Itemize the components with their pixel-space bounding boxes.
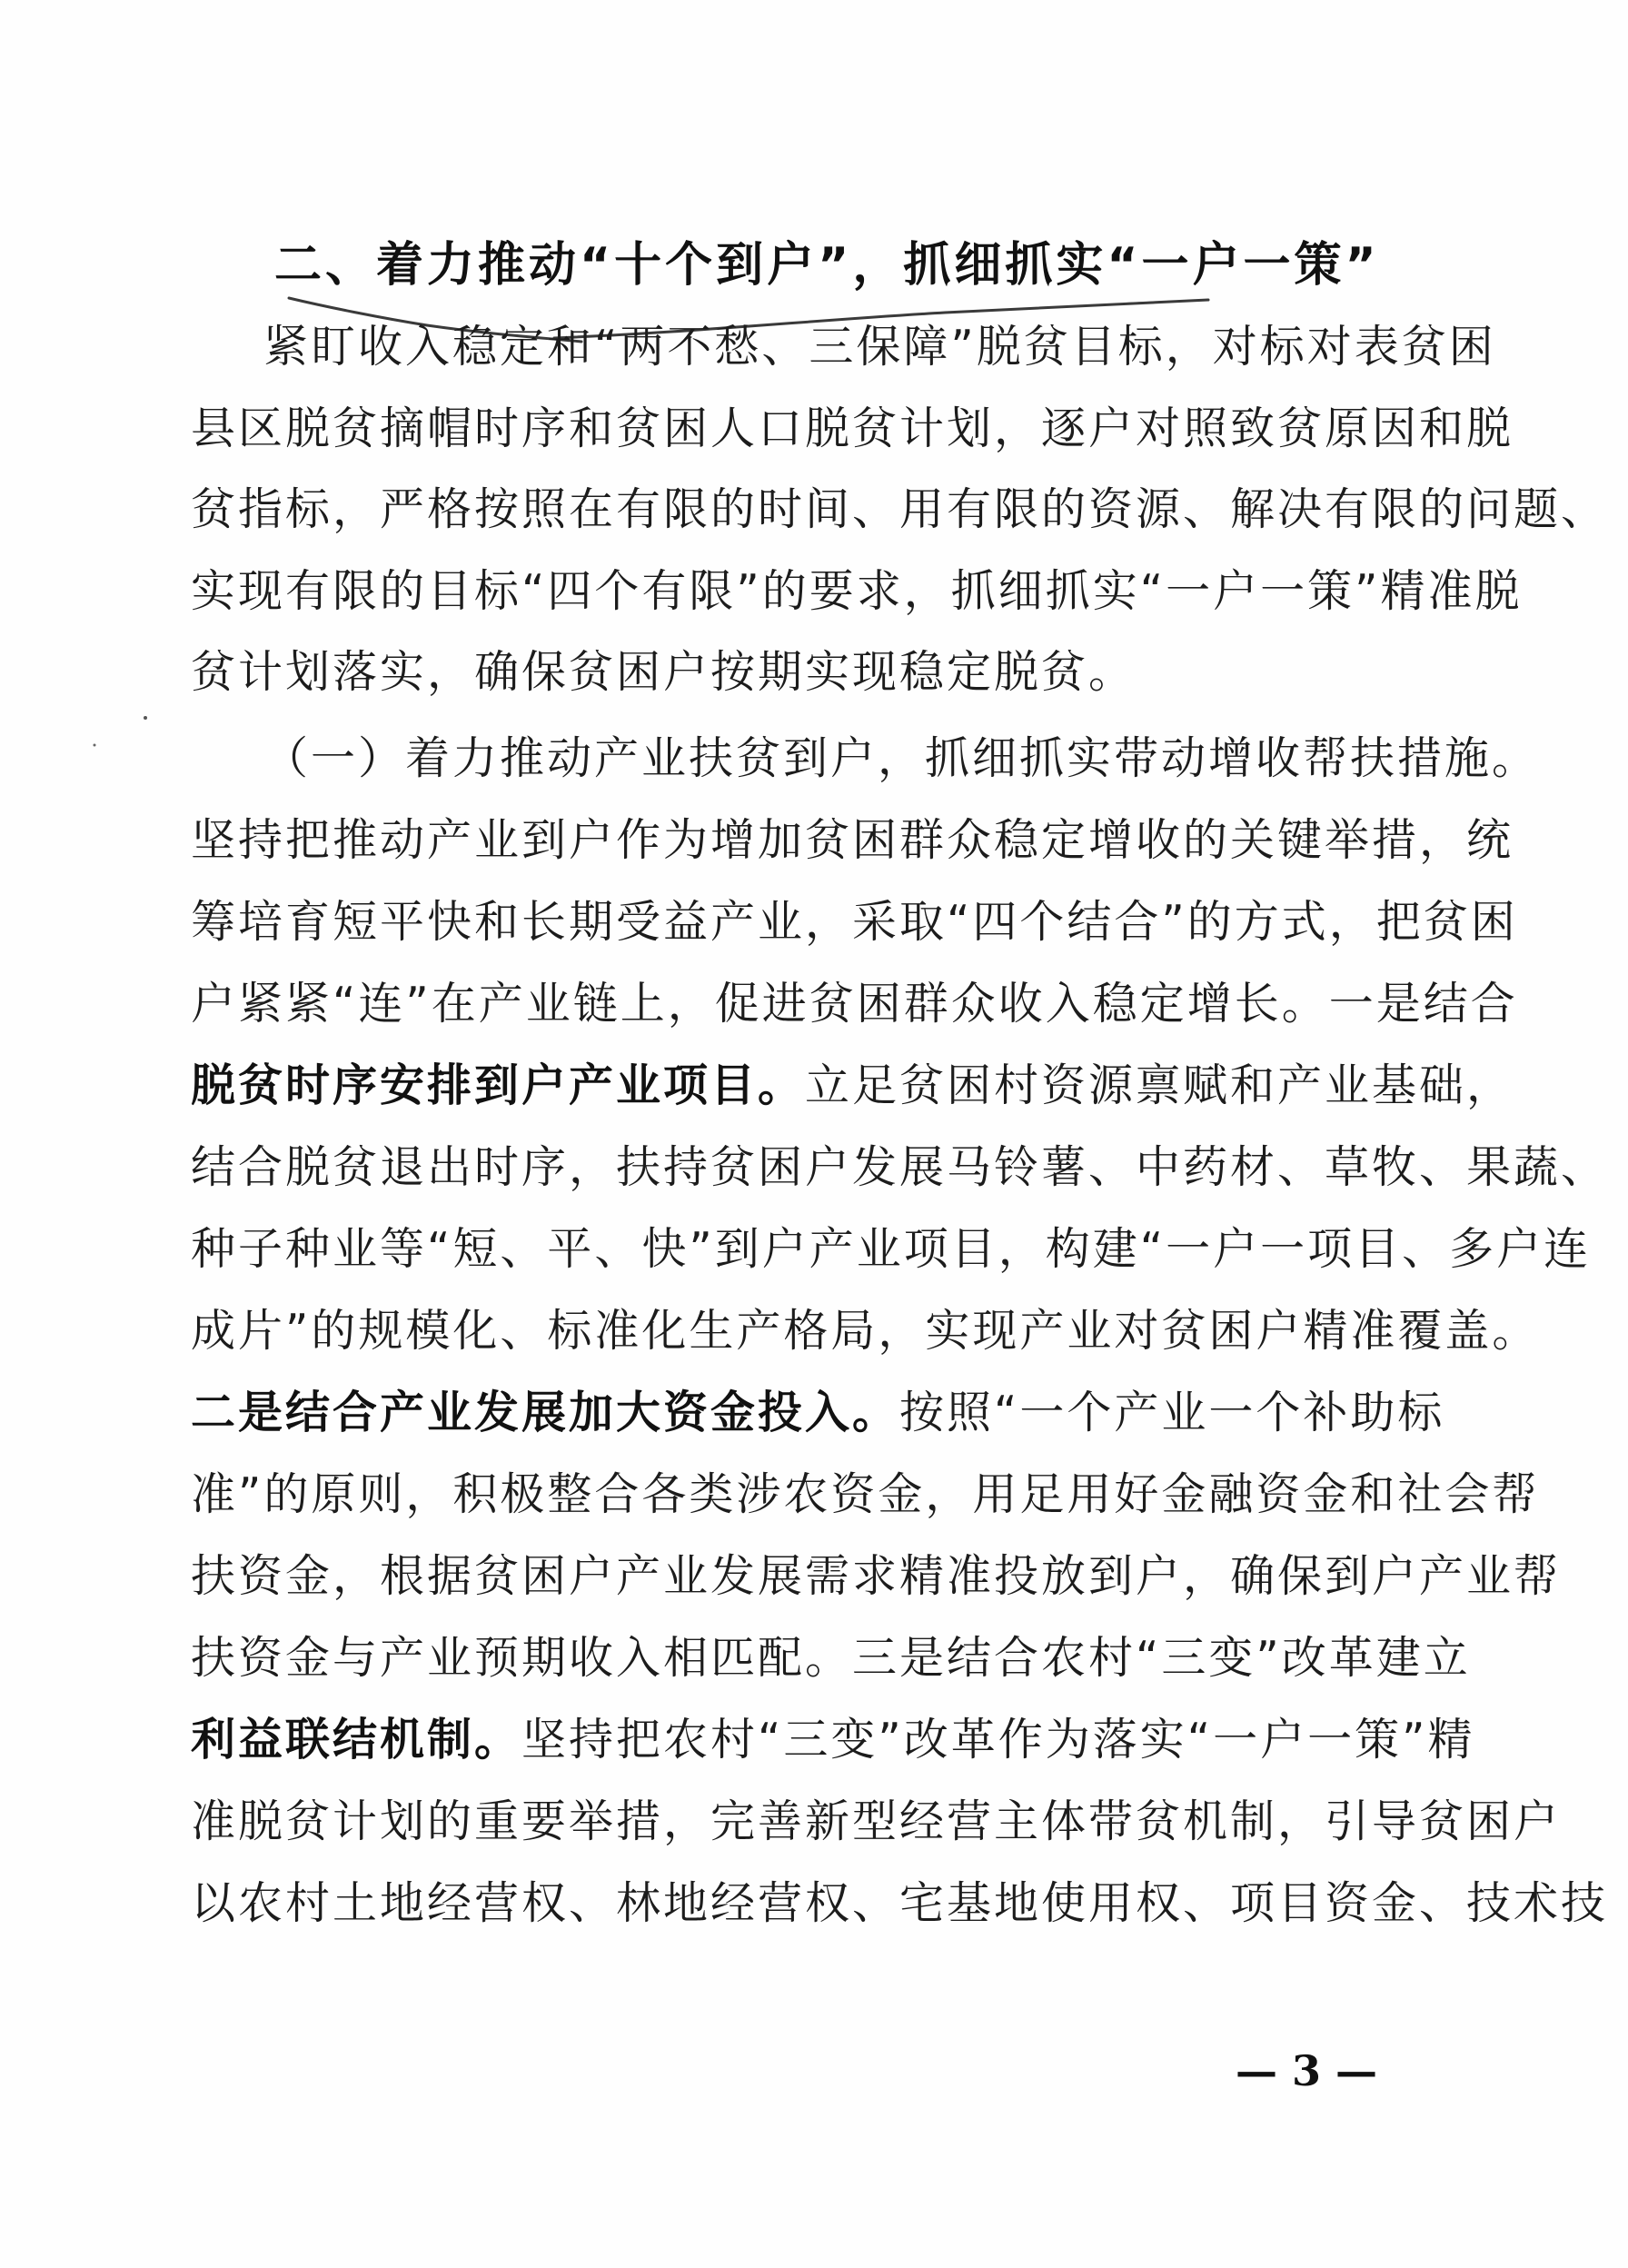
body-line-text: 以农村土地经营权、林地经营权、宅基地使用权、项目资金、技术技: [191, 1877, 1609, 1929]
body-line-text: 成片”的规模化、标准化生产格局，实现产业对贫困户精准覆盖。: [191, 1305, 1540, 1357]
body-line: [191, 1704, 1475, 1776]
body-line: [191, 1377, 1444, 1449]
paragraph-line: 实现有限的目标“四个有限”的要求，抓细抓实“一户一策”精准脱: [191, 565, 1523, 617]
paragraph-line: 贫指标，严格按照在有限的时间、用有限的资源、解决有限的问题、: [191, 483, 1609, 535]
body-line: [191, 1131, 1608, 1204]
body-line-bold: 利益联结机制。: [191, 1714, 522, 1766]
body-line-text: 准脱贫计划的重要举措，完善新型经营主体带贫机制，引导贫困户: [191, 1796, 1562, 1847]
body-line-text: 种子种业等“短、平、快”到户产业项目，构建“一户一项目、多户连: [191, 1223, 1592, 1275]
body-line-text: 扶资金与产业预期收入相匹配。三是结合农村“三变”改革建立: [191, 1632, 1471, 1684]
body-line-bold: 二是结合产业发展加大资金投入。: [191, 1387, 900, 1438]
body-line-text: 筹培育短平快和长期受益产业，采取“四个结合”的方式，把贫困: [191, 896, 1518, 948]
body-line-text: 准”的原则，积极整合各类涉农资金，用足用好金融资金和社会帮: [191, 1468, 1540, 1520]
page-number: — 3 —: [1236, 2046, 1378, 2095]
paragraph-line: 贫计划落实，确保贫困户按期实现稳定脱贫。: [191, 646, 1137, 698]
body-line-text: 扶资金，根据贫困户产业发展需求精准投放到户，确保到户产业帮: [191, 1550, 1562, 1602]
body-line: [191, 1540, 1561, 1613]
body-line-text: 按照“一个产业一个补助标: [899, 1387, 1445, 1438]
body-line: [191, 1867, 1608, 1940]
body-line: [191, 1213, 1591, 1286]
body-line: [191, 968, 1518, 1040]
body-line: [191, 1622, 1471, 1695]
body-line-text: 坚持把农村“三变”改革作为落实“一户一策”精: [521, 1714, 1475, 1766]
body-line-bold: 脱贫时序安排到户产业项目。: [191, 1059, 806, 1111]
body-line: [191, 804, 1514, 877]
body-line-text: 坚持把推动产业到户作为增加贫困群众稳定增收的关键举措，统: [191, 814, 1514, 866]
body-line: [191, 1049, 1514, 1122]
paragraph-line: 紧盯收入稳定和“两不愁、三保障”脱贫目标，对标对表贫困: [263, 321, 1496, 373]
body-line: [191, 1458, 1539, 1531]
body-line-text: 结合脱贫退出时序，扶持贫困户发展马铃薯、中药材、草牧、果蔬、: [191, 1141, 1609, 1193]
body-line: [191, 1786, 1561, 1858]
body-line: [191, 886, 1518, 959]
body-line-text: 立足贫困村资源禀赋和产业基础，: [805, 1059, 1514, 1111]
subheading: （一）着力推动产业扶贫到户，抓细抓实带动增收帮扶措施。: [263, 732, 1540, 784]
section-heading: 二、着力推动“十个到户”，抓细抓实“一户一策”: [274, 238, 1380, 293]
paragraph-line: 县区脱贫摘帽时序和贫困人口脱贫计划，逐户对照致贫原因和脱: [191, 403, 1514, 454]
body-line-text: 户紧紧“连”在产业链上，促进贫困群众收入稳定增长。一是结合: [191, 978, 1518, 1030]
body-line: [191, 1295, 1539, 1368]
